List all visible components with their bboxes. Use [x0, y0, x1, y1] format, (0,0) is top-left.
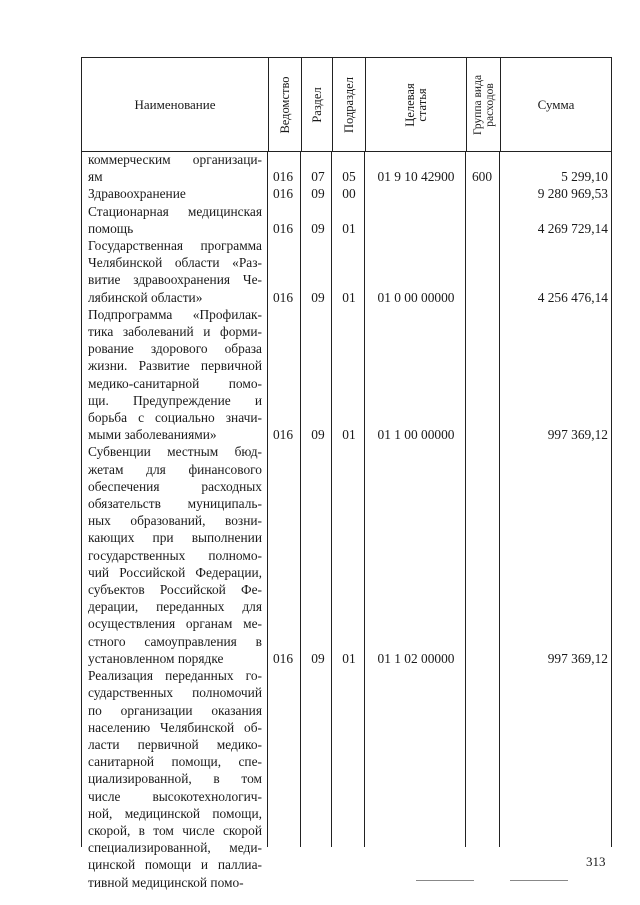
header-celevaya: Целевая статья	[403, 82, 429, 127]
row-name-line: мыми заболеваниями»	[88, 427, 217, 443]
cell-cel: 01 0 00 00000	[377, 289, 455, 305]
row-name-line: рование здорового образа	[88, 341, 262, 357]
row-name-line: Государственная программа	[88, 238, 262, 254]
header-razdel-cell	[301, 58, 332, 151]
row-name-line: Челябинской области «Раз-	[88, 255, 262, 271]
cell-cel: 01 1 02 00000	[377, 650, 455, 666]
row-name-line: Подпрограмма «Профилак-	[88, 306, 262, 322]
row-name-line: циализированной, в том	[88, 771, 262, 787]
header-vedomstvo: Ведомство	[278, 75, 292, 134]
rule-vedomstvo	[300, 152, 301, 847]
header-name: Наименование	[134, 96, 216, 112]
cell-pod: 05	[342, 169, 356, 185]
cell-raz: 09	[311, 186, 325, 202]
rule-podrazdel	[364, 152, 365, 847]
rule-right	[611, 152, 612, 847]
cell-cel: 01 9 10 42900	[377, 169, 455, 185]
cell-pod: 01	[342, 220, 356, 236]
row-name-line: санитарной помощи, спе-	[88, 754, 262, 770]
header-gruppa-cell	[466, 58, 500, 151]
row-name-line: Реализация переданных го-	[88, 668, 262, 684]
row-name-line: Здравоохранение	[88, 186, 186, 202]
cell-grp: 600	[471, 169, 493, 185]
header-razdel: Раздел	[310, 86, 324, 123]
row-name-line: жетам для финансового	[88, 461, 262, 477]
row-name-line: скорой, в том числе скорой	[88, 822, 262, 838]
rule-celevaya	[465, 152, 466, 847]
row-name-line: обязательств муниципаль-	[88, 496, 262, 512]
cell-raz: 09	[311, 220, 325, 236]
row-name-line: ных образований, возни-	[88, 513, 262, 529]
row-name	[88, 443, 262, 667]
cell-raz: 09	[311, 289, 325, 305]
cell-pod: 01	[342, 650, 356, 666]
row-name-line: дерации, переданных для	[88, 599, 262, 615]
row-name-line: тивной медицинской помо-	[88, 874, 244, 890]
cell-raz: 07	[311, 169, 325, 185]
page-number: 313	[586, 854, 606, 869]
footer-rule-1	[416, 880, 474, 881]
row-name-line: ласти первичной медико-	[88, 736, 262, 752]
cell-ved: 016	[272, 186, 294, 202]
header-name-cell	[82, 58, 268, 151]
row-name-line: лябинской области»	[88, 289, 203, 305]
row-name-line: установленном порядке	[88, 650, 224, 666]
row-name	[88, 185, 262, 202]
row-name-line: тика заболеваний и форми-	[88, 324, 262, 340]
cell-pod: 01	[342, 427, 356, 443]
row-name	[88, 667, 262, 891]
row-name-line: жизни. Развитие первичной	[88, 358, 262, 374]
row-name-line: чий Российской Федерации,	[88, 564, 262, 580]
row-name	[88, 306, 262, 444]
cell-raz: 09	[311, 427, 325, 443]
cell-sum: 997 369,12	[547, 650, 608, 666]
cell-pod: 00	[342, 186, 356, 202]
row-name-line: числе высокотехнологич-	[88, 788, 262, 804]
header-gruppa: Группа вида расходов	[471, 74, 496, 135]
cell-ved: 016	[272, 220, 294, 236]
rule-razdel	[331, 152, 332, 847]
row-name-line: борьба с социально значи-	[88, 410, 262, 426]
row-name-line: ям	[88, 169, 103, 185]
row-name-line: субъектов Российской Фе-	[88, 582, 262, 598]
cell-ved: 016	[272, 650, 294, 666]
row-name-line: помощь	[88, 220, 134, 236]
row-name-line: сударственных полномочий	[88, 685, 262, 701]
name-column	[88, 151, 262, 891]
row-name	[88, 151, 262, 185]
row-name	[88, 237, 262, 306]
row-name-line: по организации оказания	[88, 702, 262, 718]
row-name-line: щи. Предупреждение и	[88, 392, 262, 408]
table-header	[81, 57, 612, 152]
cell-sum: 4 269 729,14	[537, 220, 608, 236]
row-name	[88, 203, 262, 237]
row-name-line: осуществления органам ме-	[88, 616, 262, 632]
cell-raz: 09	[311, 650, 325, 666]
cell-sum: 4 256 476,14	[537, 289, 608, 305]
row-name-line: специализированной, меди-	[88, 840, 262, 856]
rule-name	[267, 152, 268, 847]
row-name-line: Субвенции местным бюд-	[88, 444, 262, 460]
header-vedomstvo-cell	[268, 58, 301, 151]
cell-sum: 5 299,10	[561, 169, 608, 185]
cell-ved: 016	[272, 427, 294, 443]
cell-ved: 016	[272, 169, 294, 185]
row-name-line: кающих при выполнении	[88, 530, 262, 546]
row-name-line: стного самоуправления в	[88, 633, 262, 649]
cell-cel: 01 1 00 00000	[377, 427, 455, 443]
header-podrazdel-cell	[332, 58, 365, 151]
row-name-line: Стационарная медицинская	[88, 203, 262, 219]
cell-sum: 997 369,12	[547, 427, 608, 443]
row-name-line: витие здравоохранения Че-	[88, 272, 262, 288]
footer-rule-2	[510, 880, 568, 881]
row-name-line: населению Челябинской об-	[88, 719, 262, 735]
row-name-line: цинской помощи и паллиа-	[88, 857, 262, 873]
row-name-line: медико-санитарной помо-	[88, 375, 262, 391]
header-summa-cell	[500, 58, 611, 151]
row-name-line: государственных полномо-	[88, 547, 262, 563]
header-summa: Сумма	[537, 96, 575, 112]
row-name-line: коммерческим организаци-	[88, 152, 262, 167]
cell-sum: 9 280 969,53	[537, 186, 608, 202]
cell-pod: 01	[342, 289, 356, 305]
header-podrazdel: Подраздел	[342, 76, 356, 133]
header-celevaya-cell	[365, 58, 466, 151]
row-name-line: обеспечения расходных	[88, 478, 262, 494]
rule-gruppa	[499, 152, 500, 847]
row-name-line: ной, медицинской помощи,	[88, 805, 262, 821]
rule-left	[81, 152, 82, 847]
cell-ved: 016	[272, 289, 294, 305]
